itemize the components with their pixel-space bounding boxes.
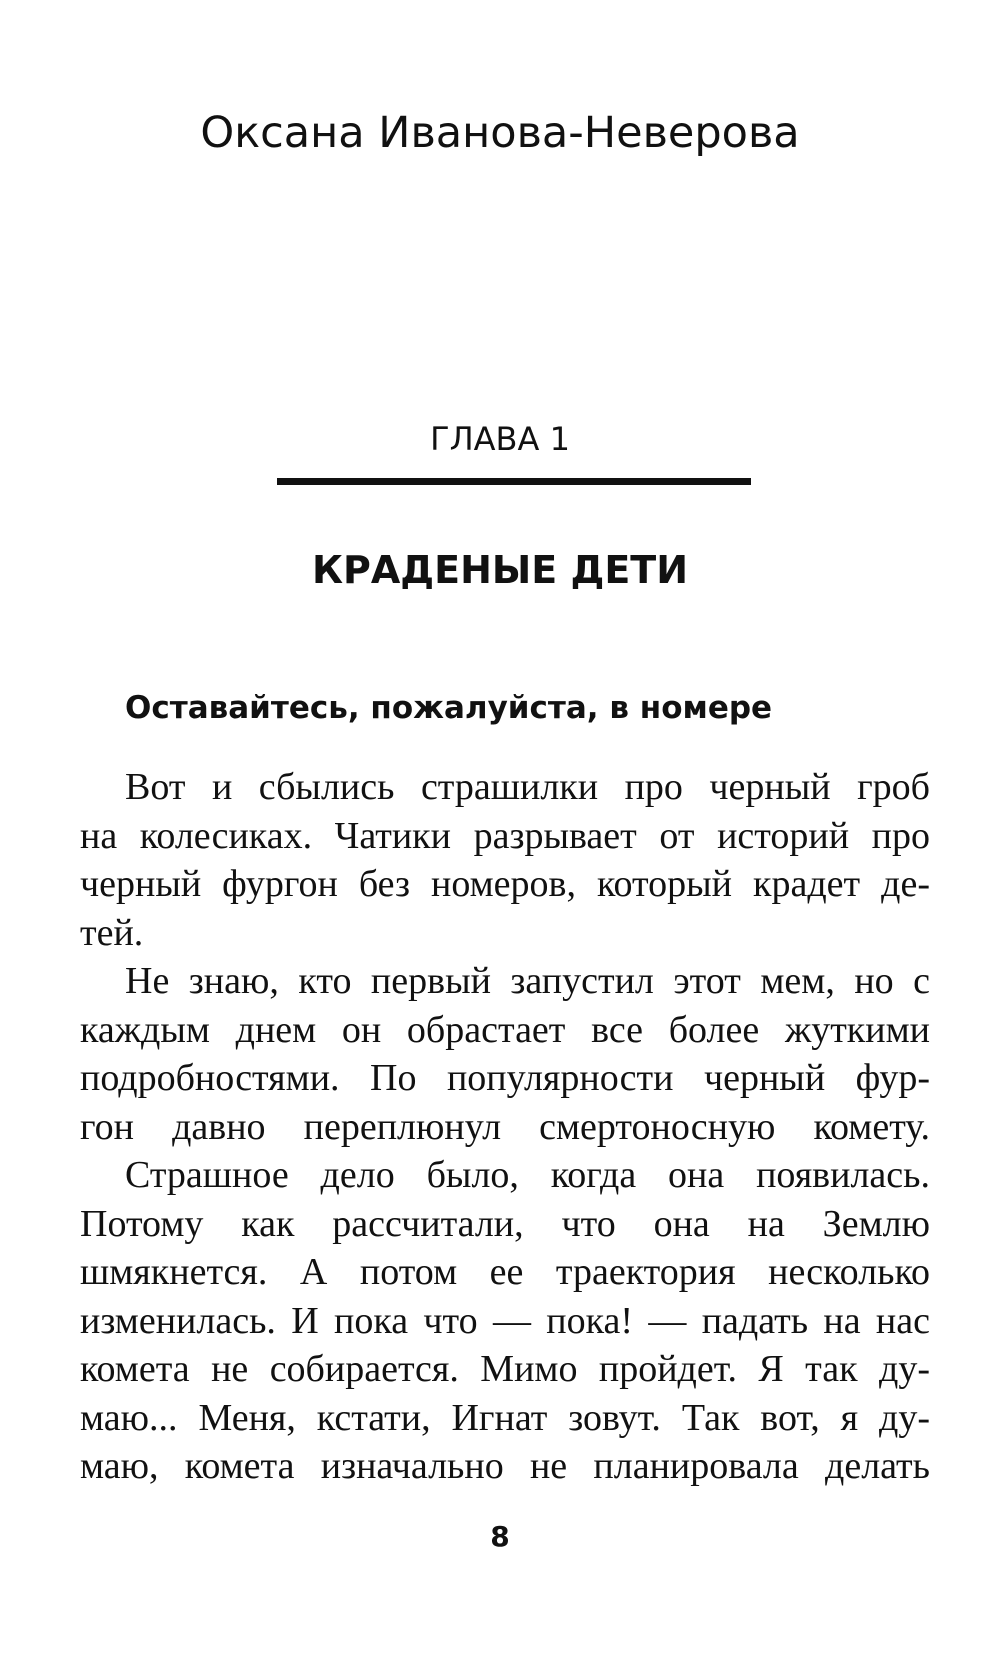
page-number: 8 (490, 1520, 510, 1553)
text-line: изменилась. И пока что — пока! — падать на нас (80, 1299, 930, 1342)
text-line: черный фургон без номеров, который крадет де- (80, 863, 930, 905)
text-line: на колесиках. Чатики разрывает от историй про (80, 814, 930, 857)
text-line: шмякнется. А потом ее траектория несколько (80, 1251, 930, 1293)
chapter-title: КРАДЕНЫЕ ДЕТИ (311, 548, 688, 592)
chapter-label: ГЛАВА 1 (430, 420, 570, 458)
text-line: Потому как рассчитали, что она на Землю (80, 1202, 930, 1245)
section-heading: Оставайтесь, пожалуйста, в номере (125, 690, 773, 726)
text-line: комета не собирается. Мимо пройдет. Я так ду- (80, 1348, 930, 1390)
text-line: подробностями. По популярности черный фур- (80, 1057, 930, 1099)
paragraph (80, 957, 930, 1151)
body-text (80, 763, 930, 1491)
text-line: Вот и сбылись страшилки про черный гроб (125, 766, 930, 808)
text-line: каждым днем он обрастает все более жуткими (80, 1008, 930, 1051)
chapter-divider-rule (277, 478, 751, 485)
paragraph (80, 763, 930, 957)
text-line: тей. (80, 911, 144, 954)
text-line: Не знаю, кто первый запустил этот мем, но с (125, 960, 930, 1002)
paragraph (80, 1151, 930, 1491)
text-line: гон давно переплюнул смертоносную комету. (80, 1105, 930, 1148)
text-line: маю... Меня, кстати, Игнат зовут. Так вот, я ду- (80, 1396, 930, 1439)
running-head-author: Оксана Иванова-Неверова (200, 108, 800, 158)
text-line: Страшное дело было, когда она появилась. (125, 1154, 930, 1196)
text-line: маю, комета изначально не планировала делать (80, 1445, 930, 1487)
